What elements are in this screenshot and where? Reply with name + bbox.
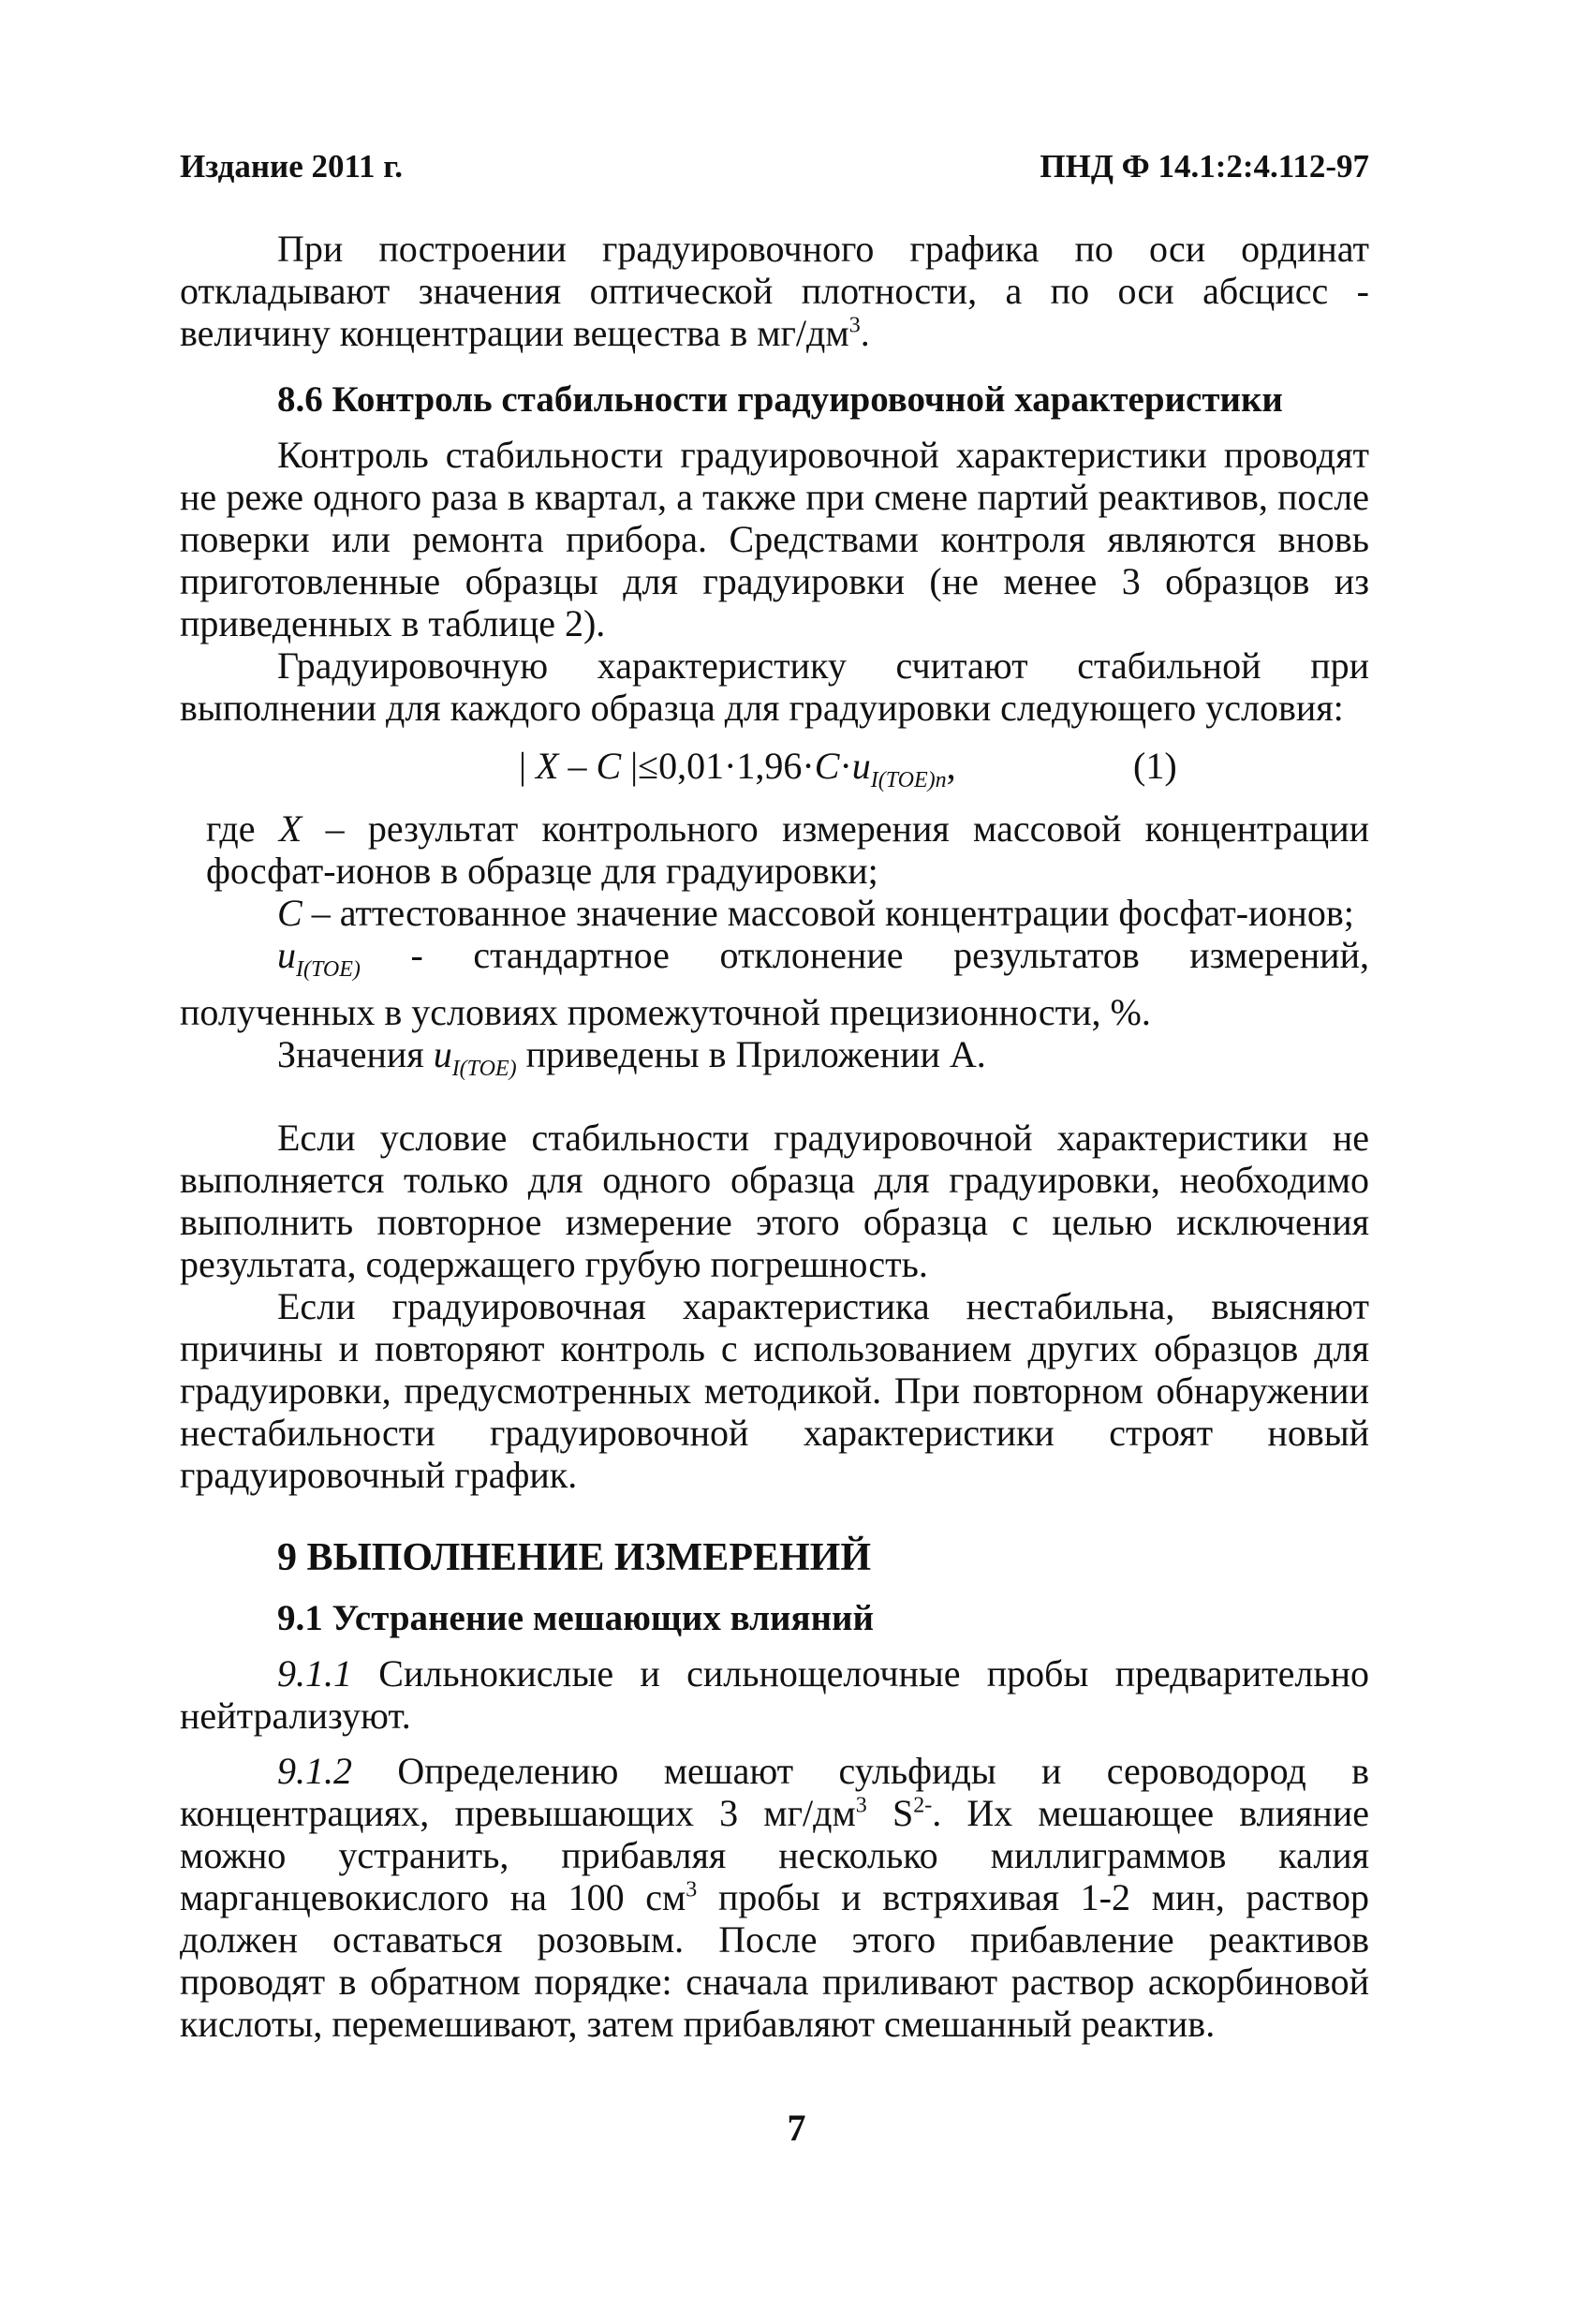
values-reference: Значения $u_{I(TOE)}$ приведены в Приложении А. [277, 1033, 986, 1081]
section-9-title: 9 ВЫПОЛНЕНИЕ ИЗМЕРЕНИЙ [277, 1536, 871, 1579]
document-code: ПНД Ф 14.1:2:4.112-97 [1040, 148, 1369, 185]
section-9-1-title: 9.1 Устранение мешающих влияний [277, 1598, 874, 1638]
formula-1 [180, 742, 1369, 791]
page-body [180, 228, 1369, 2045]
section-8-6-paragraph-1: Контроль стабильности градуировочной характеристики проводят не реже одного раза в квартал, а также при смене партий реактивов, после поверки или ремонта прибора. Средствами контроля являются вновь приготовленные образцы для градуировки (не менее 3 образцов из приведенных в таблице 2). [180, 434, 1369, 644]
paragraph-9-1-1: 9.1.1 Сильнокислые и сильнощелочные пробы предварительно нейтрализуют. [180, 1652, 1369, 1737]
formula-expression: | X – C $|\le 0,01\cdot 1,96\cdot C\cdot u_{I(TOE)n}$, [519, 745, 956, 792]
definition-x: где X – результат контрольного измерения массовой концентрации фосфат-ионов в образце для градуировки; [206, 807, 1370, 892]
formula-number: (1) [1133, 745, 1177, 787]
section-8-6-paragraph-2: Градуировочную характеристику считают стабильной при выполнении для каждого образца для градуировки следующего условия: [180, 644, 1369, 729]
section-8-6-paragraph-3: Если условие стабильности градуировочной характеристики не выполняется только для одного образца для градуировки, необходимо выполнить повторное измерение этого образца с целью исключения результата, содержащего грубую погрешность. [180, 1117, 1369, 1285]
page-number: 7 [787, 2107, 806, 2149]
definition-c: C – аттестованное значение массовой концентрации фосфат-ионов; [277, 892, 1354, 934]
edition-label: Издание 2011 г. [180, 148, 403, 185]
section-8-6-paragraph-4: Если градуировочная характеристика нестабильна, выясняют причины и повторяют контроль с использованием других образцов для градуировки, предусмотренных методикой. При повторном обнаружении нестабильности градуировочной характеристики строят новый градуировочный график. [180, 1285, 1369, 1496]
intro-paragraph: При построении градуировочного графика по оси ординат откладывают значения оптической плотности, а по оси абсцисс - величину концентрации вещества в $мг/дм^3$. [180, 228, 1369, 354]
paragraph-9-1-2: 9.1.2 Определению мешают сульфиды и сероводород в концентрациях, превышающих 3 $мг/дм^3$ $S^{2-}$. Их мешающее влияние можно устранить, прибавляя несколько миллиграммов калия марганцевокислого на 100 $см^3$ пробы и встряхивая 1-2 мин, раствор должен оставаться розовым. После этого прибавление реактивов проводят в обратном порядке: сначала приливают раствор аскорбиновой кислоты, перемешивают, затем прибавляют смешанный реактив. [180, 1750, 1370, 2045]
definition-u: $u_{I(TOE)}$ - стандартное отклонение результатов измерений, полученных в условиях промежуточной прецизионности, %. [180, 934, 1369, 1033]
section-8-6-title: 8.6 Контроль стабильности градуировочной характеристики [277, 379, 1283, 420]
